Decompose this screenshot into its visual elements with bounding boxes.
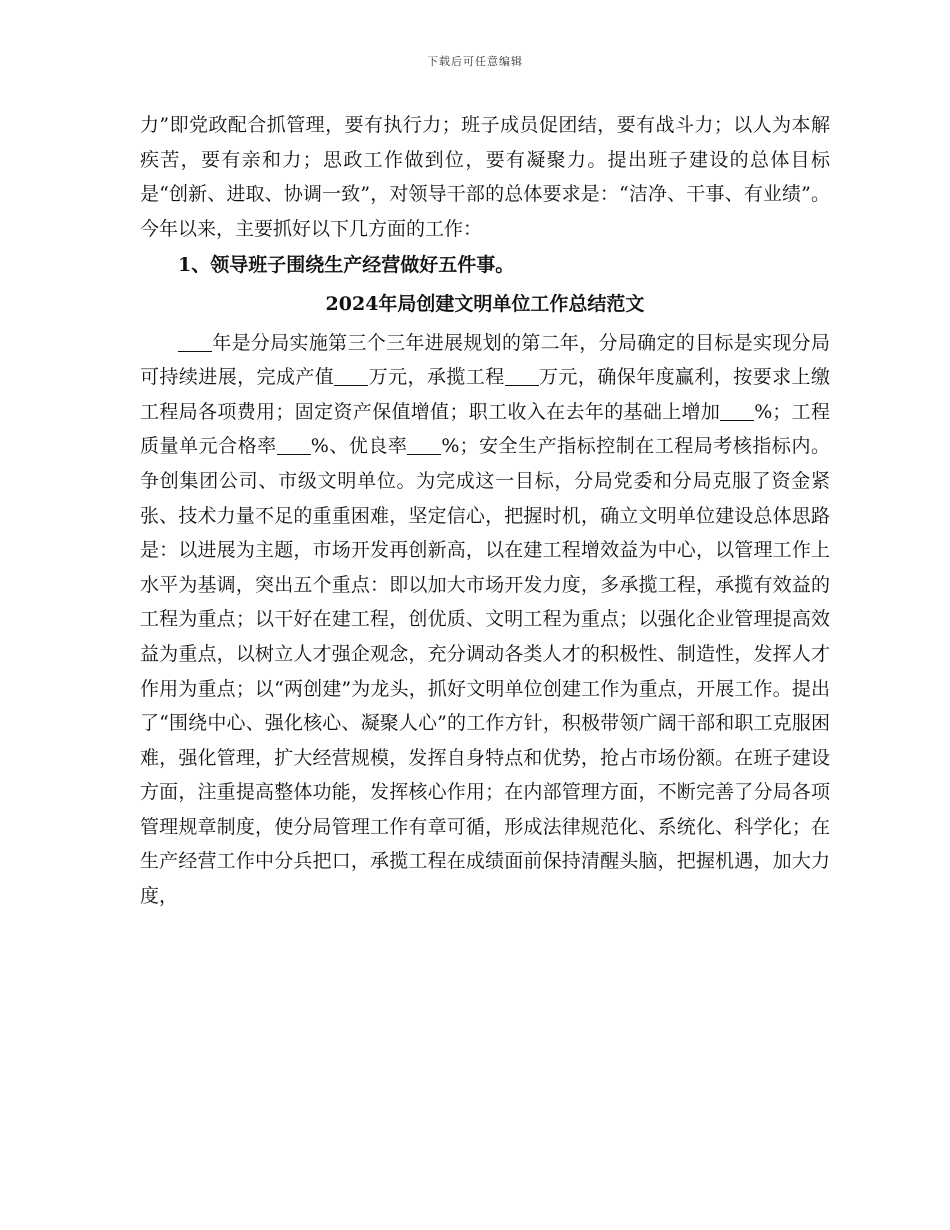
body-seg4: %；工程质量单元合格率 <box>140 400 830 458</box>
intro-paragraph: 力”即党政配合抓管理，要有执行力；班子成员促团结，要有战斗力；以人为本解疾苦，要有亲和力；思政工作做到位，要有凝聚力。提出班子建设的总体目标是“创新、进取、协调一致”，对领导干部的总体要求是：“洁净、干事、有业绩”。今年以来，主要抓好以下几方面的工作： <box>140 114 830 240</box>
fill-blank <box>178 332 212 352</box>
body-seg2: 万元，承揽工程 <box>368 366 505 389</box>
fill-blank <box>720 401 754 421</box>
body-seg6: %；安全生产指标控制在工程局考核指标内。争创集团公司、市级文明单位。为完成这一目标，分局党委和分局克服了资金紧张、技术力量不足的重重困难，坚定信心，把握时机，确立文明单位建设总体思路是：以进展为主题，市场开发再创新高，以在建工程增效益为中心，以管理工作上水平为基调，突出五个重点：即以加大市场开发力度，多承揽工程，承揽有效益的工程为重点；以干好在建工程，创优质、文明工程为重点；以强化企业管理提高效益为重点，以树立人才强企观念，充分调动各类人才的积极性、制造性，发挥人才作用为重点；以“两创建”为龙头，抓好文明单位创建工作为重点，开展工作。提出了“围绕中心、强化核心、凝聚人心”的工作方针，积极带领广阔干部和职工克服困难，强化管理，扩大经营规模，发挥自身特点和优势，抢占市场份额。在班子建设方面，注重提高整体功能，发挥核心作用；在内部管理方面，不断完善了分局各项管理规章制度，使分局管理工作有章可循，形成法律规范化、系统化、科学化；在生产经营工作中分兵把口，承揽工程在成绩面前保持清醒头脑，把握机遇，加大力度， <box>140 435 830 908</box>
fill-blank <box>505 366 539 386</box>
main-paragraph <box>140 326 830 914</box>
fill-blank <box>277 435 311 455</box>
body-seg1: 年是分局实施第三个三年进展规划的第二年，分局确定的目标是实现分局可持续进展，完成产值 <box>140 331 830 389</box>
document-body <box>140 108 830 914</box>
page-header: 下载后可任意编辑 <box>427 55 523 68</box>
body-seg5: %、优良率 <box>310 435 408 458</box>
item-heading-1: 1、领导班子围绕生产经营做好五件事。 <box>178 254 515 277</box>
fill-blank <box>407 435 441 455</box>
body-seg3: 万元，确保年度赢利，按要求上缴工程局各项费用；固定资产保值增值；职工收入在去年的基础上增加 <box>140 366 830 423</box>
fill-blank <box>334 366 368 386</box>
document-title: 2024年局创建文明单位工作总结范文 <box>325 292 645 315</box>
